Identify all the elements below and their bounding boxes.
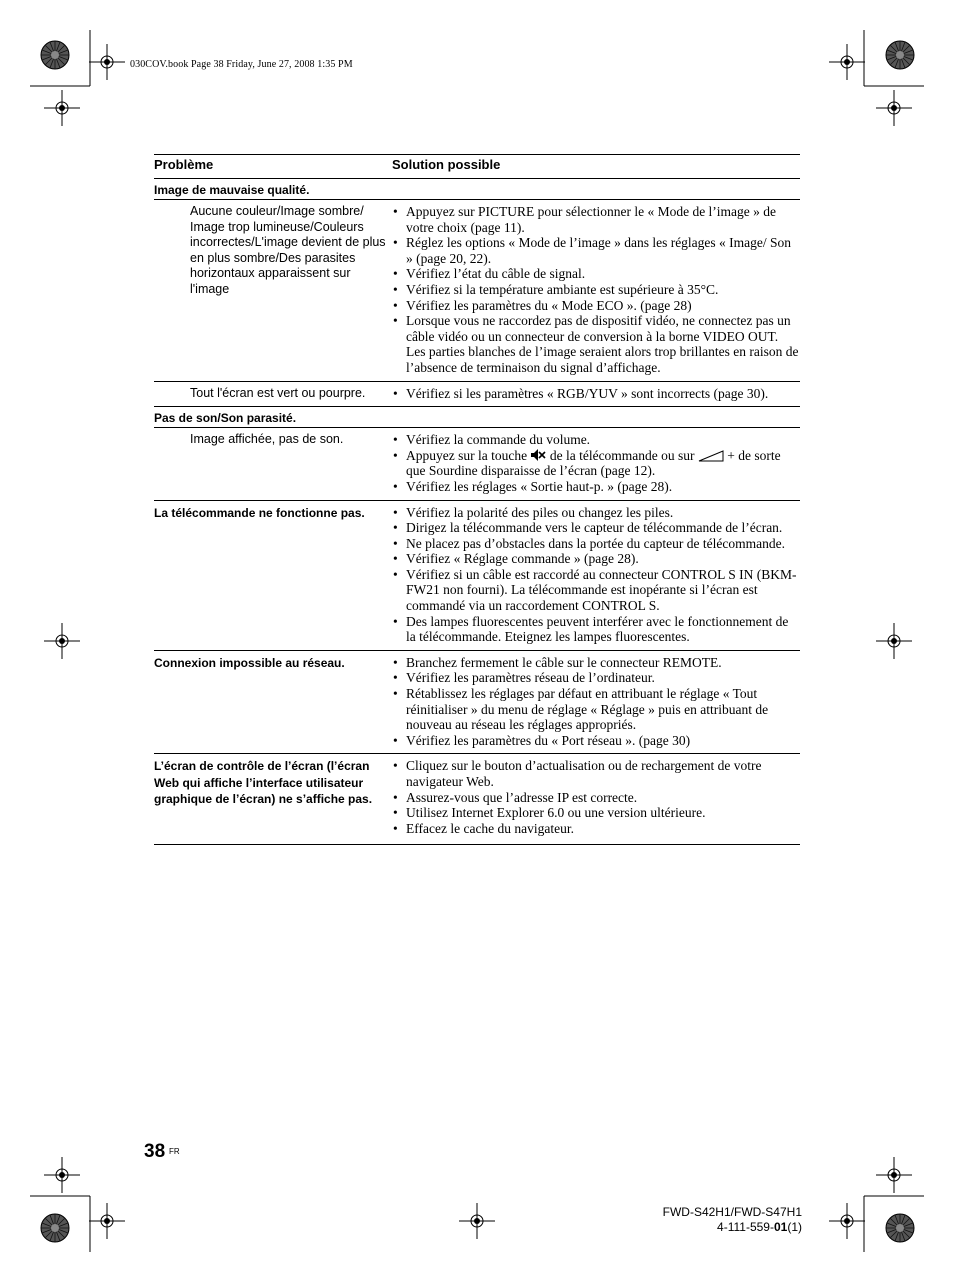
table-row [154, 501, 800, 651]
list-item: • Cliquez sur le bouton d’actualisation ou de rechargement de votre navigateur Web. [392, 758, 800, 789]
table-row [154, 428, 800, 500]
solution-cell [392, 204, 800, 376]
list-item: • Vérifiez les paramètres du « Mode ECO ». (page 28) [392, 298, 800, 314]
mute-icon [530, 448, 546, 462]
list-item: • Vérifiez la commande du volume. [392, 432, 800, 448]
registration-mark-icon [89, 44, 125, 80]
list-item: • Vérifiez l’état du câble de signal. [392, 266, 800, 282]
list-item: • Dirigez la télécommande vers le capteur de télécommande de l’écran. [392, 520, 800, 536]
list-item: • Vérifiez les paramètres du « Port réseau ». (page 30) [392, 733, 800, 749]
list-item: • Vérifiez la polarité des piles ou changez les piles. [392, 505, 800, 521]
solution-cell [392, 432, 800, 494]
category-title: Pas de son/Son parasité. [154, 407, 800, 428]
color-registration-disc-icon [41, 1214, 69, 1242]
registration-mark-icon [829, 44, 865, 80]
list-item: • Vérifiez si les paramètres « RGB/YUV » sont incorrects (page 30). [392, 386, 800, 402]
list-item: • Des lampes fluorescentes peuvent interférer avec le fonctionnement de la télécommande. Eteignez les lampes fluorescentes. [392, 614, 800, 645]
book-header-note: 030COV.book Page 38 Friday, June 27, 2008 1:35 PM [130, 59, 353, 70]
list-item: • Vérifiez « Réglage commande » (page 28). [392, 551, 800, 567]
list-item: • Effacez le cache du navigateur. [392, 821, 800, 837]
solution-cell [392, 505, 800, 645]
problem-cell: La télécommande ne fonctionne pas. [154, 505, 365, 520]
list-item: • Rétablissez les réglages par défaut en attribuant le réglage « Tout réinitialiser » du menu de réglage « Réglage » puis en attribuant de nouveau au réseau les réglages appropriés. [392, 686, 800, 733]
registration-mark-icon [876, 623, 912, 659]
list-item: • Branchez fermement le câble sur le connecteur REMOTE. [392, 655, 800, 671]
list-item: • Appuyez sur la touche de la télécommande ou sur + de sorte que Sourdine disparaisse de l’écran (page 12). [392, 448, 800, 479]
troubleshooting-table [154, 154, 800, 845]
part-number: 4-111-559-01(1) [717, 1220, 802, 1234]
model-footer [663, 1205, 802, 1235]
page-number: 38 [144, 1141, 166, 1162]
column-header-problem: Problème [154, 157, 214, 172]
registration-mark-icon [876, 90, 912, 126]
color-registration-disc-icon [886, 1214, 914, 1242]
page-language-code: FR [169, 1147, 180, 1156]
model-line: FWD-S42H1/FWD-S47H1 [662, 1205, 802, 1219]
table-row [154, 200, 800, 382]
solution-cell [392, 655, 800, 749]
list-item: • Vérifiez les paramètres réseau de l’ordinateur. [392, 670, 800, 686]
problem-cell: Image affichée, pas de son. [190, 432, 344, 447]
registration-mark-icon [44, 623, 80, 659]
registration-mark-icon [44, 90, 80, 126]
list-item: • Vérifiez si un câble est raccordé au connecteur CONTROL S IN (BKM-FW21 non fourni). La télécommande est inopérante si l’écran est commandé via un raccordement CONTROL S. [392, 567, 800, 614]
problem-cell: Connexion impossible au réseau. [154, 655, 345, 670]
list-item: • Assurez-vous que l’adresse IP est correcte. [392, 790, 800, 806]
list-item: • Utilisez Internet Explorer 6.0 ou une version ultérieure. [392, 805, 800, 821]
list-item: • Appuyez sur PICTURE pour sélectionner le « Mode de l’image » de votre choix (page 11). [392, 204, 800, 235]
list-item: • Vérifiez les réglages « Sortie haut-p. » (page 28). [392, 479, 800, 495]
registration-mark-icon [829, 1203, 865, 1239]
table-row [154, 651, 800, 755]
category-title: Image de mauvaise qualité. [154, 179, 800, 200]
color-registration-disc-icon [41, 41, 69, 69]
registration-mark-icon [44, 1157, 80, 1193]
solution-cell [392, 386, 800, 402]
list-item: • Réglez les options « Mode de l’image » dans les réglages « Image/ Son » (page 20, 22). [392, 235, 800, 266]
registration-mark-icon [459, 1203, 495, 1239]
list-item: • Vérifiez si la température ambiante est supérieure à 35°C. [392, 282, 800, 298]
solution-cell [392, 758, 800, 836]
table-row [154, 754, 800, 845]
registration-mark-icon [876, 1157, 912, 1193]
problem-cell: Aucune couleur/Image sombre/ Image trop lumineuse/Couleurs incorrectes/L'image devient de plus en plus sombre/Des parasites horizontaux apparaissent sur l'image [190, 204, 386, 296]
problem-cell: Tout l'écran est vert ou pourpre. [190, 385, 366, 400]
list-item: • Lorsque vous ne raccordez pas de dispositif vidéo, ne connectez pas un câble vidéo ou un connecteur de conversion à la borne VIDEO OUT. Les parties blanches de l’image seraient alors trop brillantes en raison de l’absence de terminaison du signal d’affichage. [392, 313, 800, 375]
problem-cell: L’écran de contrôle de l’écran (l’écran Web qui affiche l’interface utilisateur graphique de l’écran) ne s’affiche pas. [154, 759, 373, 807]
list-item: • Ne placez pas d’obstacles dans la portée du capteur de télécommande. [392, 536, 800, 552]
table-header [154, 155, 800, 179]
color-registration-disc-icon [886, 41, 914, 69]
column-header-solution: Solution possible [392, 157, 501, 172]
table-row [154, 382, 800, 408]
volume-wedge-icon [698, 450, 724, 462]
registration-mark-icon [89, 1203, 125, 1239]
